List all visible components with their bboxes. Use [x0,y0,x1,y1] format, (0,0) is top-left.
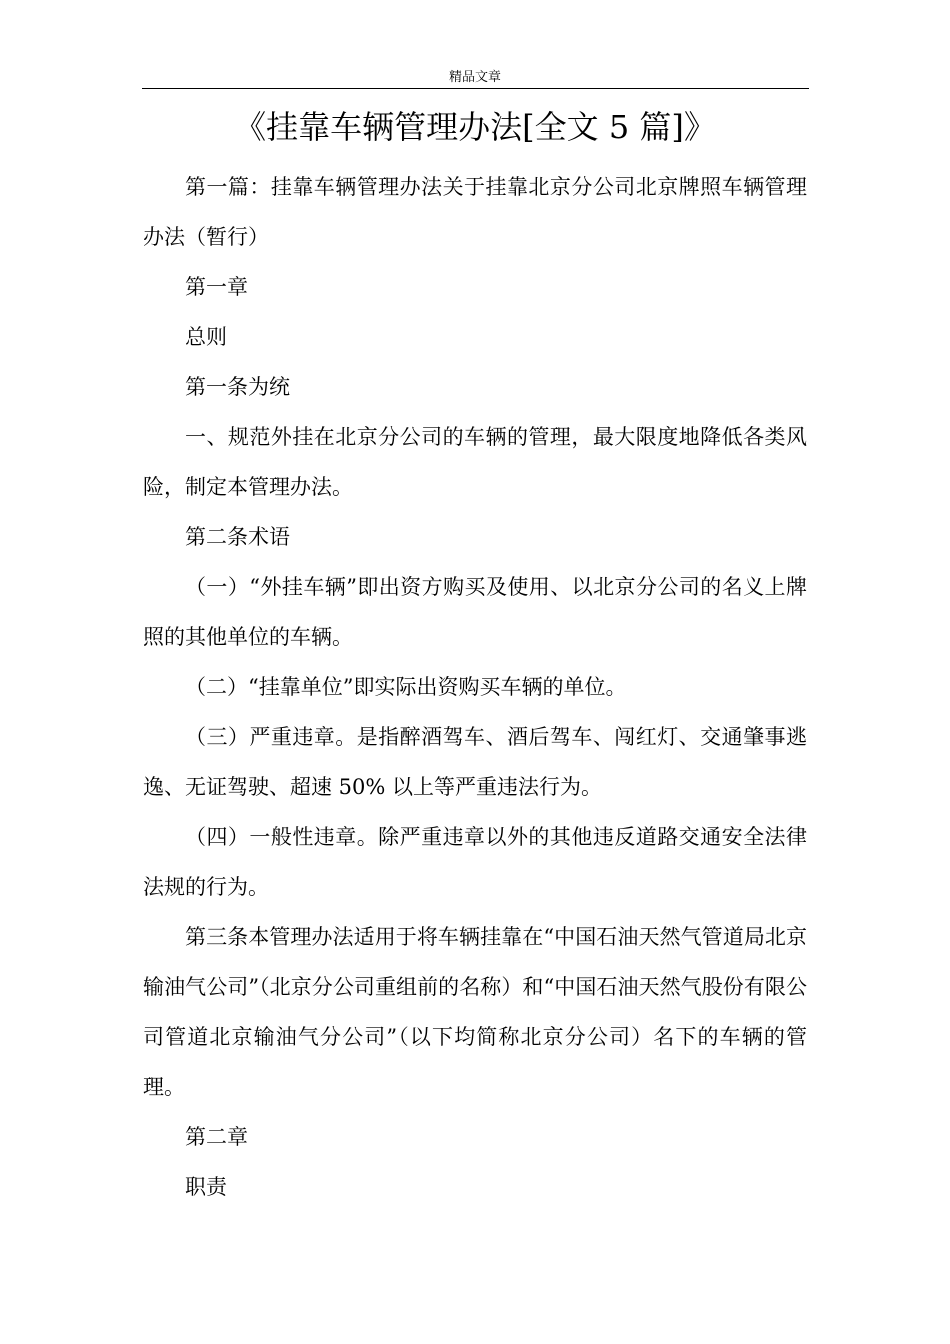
paragraph-term-three: （三）严重违章。是指醉酒驾车、酒后驾车、闯红灯、交通肇事逃逸、无证驾驶、超速 50% 以上等严重违法行为。 [143,725,807,799]
paragraph-term-four: （四）一般性违章。除严重违章以外的其他违反道路交通安全法律法规的行为。 [143,825,807,899]
page-header: 精品文章 [448,70,501,85]
document-body [143,162,807,1212]
paragraph-general-provisions: 总则 [185,325,227,349]
paragraph-term-one: （一）“外挂车辆”即出资方购买及使用、以北京分公司的名义上牌照的其他单位的车辆。 [143,575,807,649]
paragraph-article-two: 第二条术语 [185,525,290,549]
document-title: 《挂靠车辆管理办法[全文 5 篇]》 [234,108,716,146]
paragraph-chapter-two: 第二章 [185,1125,248,1149]
paragraph-term-two: （二）“挂靠单位”即实际出资购买车辆的单位。 [185,675,627,699]
paragraph-article-one-text: 一、规范外挂在北京分公司的车辆的管理，最大限度地降低各类风险，制定本管理办法。 [143,425,807,499]
paragraph-article-three: 第三条本管理办法适用于将车辆挂靠在“中国石油天然气管道局北京输油气公司”（北京分公司重组前的名称）和“中国石油天然气股份有限公司管道北京输油气分公司”（以下均简称北京分公司）名下的车辆的管理。 [143,925,807,1099]
paragraph-responsibilities: 职责 [185,1175,227,1199]
paragraph-article-one: 第一条为统 [185,375,290,399]
paragraph-chapter-one: 第一章 [185,275,248,299]
paragraph-part-one-title: 第一篇：挂靠车辆管理办法关于挂靠北京分公司北京牌照车辆管理办法（暂行） [143,175,807,249]
header-divider [142,88,809,89]
